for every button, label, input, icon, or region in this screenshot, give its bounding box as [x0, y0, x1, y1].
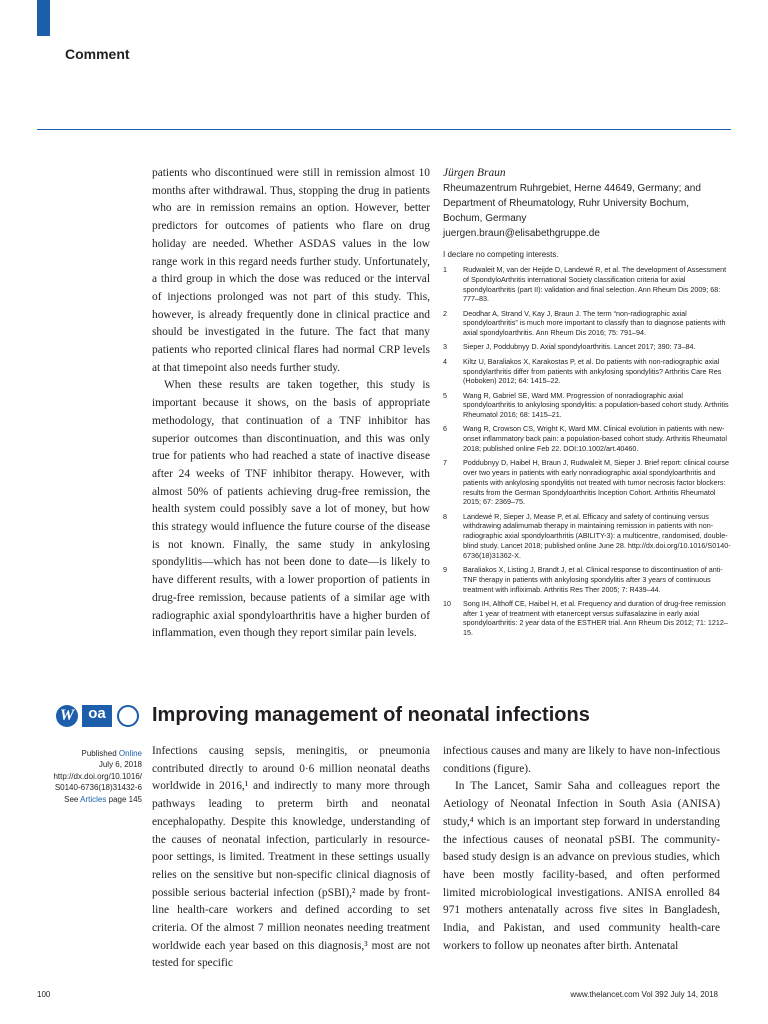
doi-link[interactable]: http://dx.doi.org/10.1016/: [53, 771, 142, 781]
header-rule: [37, 129, 731, 130]
article-body-column-1: [152, 743, 430, 973]
section-tab-marker: [37, 0, 50, 36]
published-label: Published: [81, 749, 117, 758]
reference-item: 9 Baraliakos X, Listing J, Brandt J, et al. Clinical response to discontinuation of anti-TNF therapy in patients with ankylosing spondylitis after 3 years of continuous treatment with infliximab. Arthritis Res Ther 2005; 7: R439–44.: [443, 565, 723, 594]
continued-article-column: [152, 165, 430, 643]
wellcome-logo-icon: W: [56, 705, 78, 727]
journal-footer: www.thelancet.com Vol 392 July 14, 2018: [570, 990, 718, 999]
author-affiliation: Bochum, Germany: [443, 213, 527, 224]
see-label: See: [64, 794, 79, 804]
reference-item: 3 Sieper J, Poddubnyy D. Axial spondyloarthritis. Lancet 2017; 390: 73–84.: [443, 342, 696, 352]
published-online-link[interactable]: Online: [118, 749, 142, 758]
author-affiliation: Department of Rheumatology, Ruhr University Bochum,: [443, 198, 690, 209]
page-number: 100: [37, 990, 51, 999]
article-title: Improving management of neonatal infections: [152, 704, 590, 726]
reference-item: 10 Song IH, Althoff CE, Haibel H, et al. Frequency and duration of drug-free remission after 1 year of treatment with etanercept versus sulfasalazine in early axial spondyloarthritis: 2 year data of the ESTHER trial. Ann Rheum Dis 2012; 71: 1212–15.: [443, 598, 728, 638]
author-affiliation: Rheumazentrum Ruhrgebiet, Herne 44649, Germany; and: [443, 183, 701, 194]
paragraph: In The Lancet, Samir Saha and colleagues report the Aetiology of Neonatal Infection in South Asia (ANISA) study,⁴ which is an important step forward in understanding the infectious causes of neonatal pSBI. The community-based study design is an advance on previous studies, which have been mostly facility-based, and often performed limited microbiological investigations. ANISA enrolled 84 971 mothers antenatally across five sites in Bangladesh, India, and Pakistan, and used community health-care workers to follow up neonates after birth. Antenatal: [443, 780, 720, 952]
section-label: Comment: [65, 46, 130, 62]
reference-item: 7 Poddubnyy D, Haibel H, Braun J, Rudwaleit M, Sieper J. Brief report: clinical course over two years in patients with early nonradiographic axial spondyloarthritis and patients with ankylosing spondylitis not treated with tumor necrosis factor blockers: results from the German Spondyloarthritis Inception Cohort. Arthritis Rheumatol 2015; 67: 2369–75.: [443, 458, 730, 507]
author-email[interactable]: juergen.braun@elisabethgruppe.de: [443, 228, 600, 239]
open-access-icon: oa: [82, 705, 112, 727]
paragraph: infectious causes and many are likely to have non-infectious conditions (figure).: [443, 745, 720, 775]
paragraph: Infections causing sepsis, meningitis, or pneumonia contributed directly to around 0·6 million neonatal deaths worldwide in 2016,¹ and indirectly to many more through pathways leading to preterm birth and neonatal encephalopathy. Despite this knowledge, understanding of the causes of neonatal infection, particularly in resource-poor settings, is limited. Treatment in these settings usually relies on the sensitive but non-specific clinical diagnosis of possible serious bacterial infection (pSBI),² made by front-line health-care workers and defined according to set criteria. Of the almost 7 million neonates needing treatment worldwide each year based on this diagnosis,³ most are not tested for specific: [152, 745, 430, 970]
reference-list: [443, 265, 733, 638]
article-body-column-2: [443, 743, 720, 955]
reference-item: 2 Deodhar A, Strand V, Kay J, Braun J. The term “non-radiographic axial spondyloarthritis” is much more important to classify than to diagnose patients with axial spondyloarthritis. Ann Rheum Dis 2016; 75: 791–94.: [443, 308, 726, 338]
reference-item: 1 Rudwaleit M, van der Heijde D, Landewé R, et al. The development of Assessment of SpondyloArthritis international Society classification criteria for axial spondyloarthritis (part II): validation and final selection. Ann Rheum Dis 2009; 68: 777–83.: [443, 265, 727, 304]
see-page: page 145: [108, 794, 142, 804]
reference-item: 6 Wang R, Crowson CS, Wright K, Ward MM. Clinical evolution in patients with new-onset inflammatory back pain: a population-based cohort study. Arthritis Rheumatol 2018; published online Feb 22. DOI:10.1002/art.40460.: [443, 424, 727, 453]
author-name: Jürgen Braun: [443, 167, 506, 179]
competing-interests: I declare no competing interests.: [443, 250, 559, 259]
article-badges: [56, 705, 146, 731]
published-date: July 6, 2018: [98, 760, 142, 770]
reference-item: 8 Landewé R, Sieper J, Mease P, et al. Efficacy and safety of continuing versus withdrawing adalimumab therapy in maintaining remission in patients with non-radiographic axial spondyloarthritis (ABILITY-3): a multicentre, randomised, double-blind study. Lancet 2018; published online June 28. http://dx.doi.org/10.1016/S0140-6736(18)31362-X.: [443, 511, 731, 560]
paragraph: patients who discontinued were still in remission almost 10 months after withdrawal. Thus, stopping the drug in patients who are in remission remains an option. However, better predictors for outcomes of patients who flare on drug holiday are needed. Whether ASDAS values in the low range work in this regard needs further study. Unfortunately, a third group in which the dose was reduced or the interval of injections prolonged was not part of this study. This, however, is already frequently done in clinical practice and should be investigated in the future. The fact that many patients who reported clinical flares had normal CRP levels at that timepoint also needs further study.: [152, 167, 430, 374]
reference-item: 5 Wang R, Gabriel SE, Ward MM. Progression of nonradiographic axial spondyloarthritis to ankylosing spondylitis: a population-based cohort study. Arthritis Rheumatol 2016; 68: 1415–21.: [443, 390, 729, 420]
doi-link[interactable]: S0140-6736(18)31432-6: [54, 783, 142, 793]
reference-item: 4 Kiltz U, Baraliakos X, Karakostas P, et al. Do patients with non-radiographic axial spondylarthritis differ from patients with ankylosing spondylitis? Arthritis Care Res (Hoboken) 2012; 64: 1415–22.: [443, 356, 722, 386]
paragraph: When these results are taken together, this study is important because it shows, on the basis of appropriate methodology, that continuation of a TNF inhibitor has superior outcomes than discontinuation, and this was only true for patients who had reached a state of inactive disease after 24 weeks of TNF inhibitor therapy. However, with almost 50% of patients achieving drug-free remission, the health system could possibly save a lot of money, but how this strategy would influence the future course of the disease is not known. Finally, the same study in ankylosing spondylitis—which has not been done to date—is likely to have different results, with a lower proportion of patients in drug-free remission, because patients of a similar age with radiographic axial spondyloarthritis have a higher burden of inflammation, even though they report similar pain levels.: [152, 379, 430, 640]
publication-info: [36, 748, 142, 805]
crossmark-icon[interactable]: [117, 705, 139, 727]
author-and-references: [443, 165, 733, 642]
articles-link[interactable]: Articles: [80, 794, 107, 804]
